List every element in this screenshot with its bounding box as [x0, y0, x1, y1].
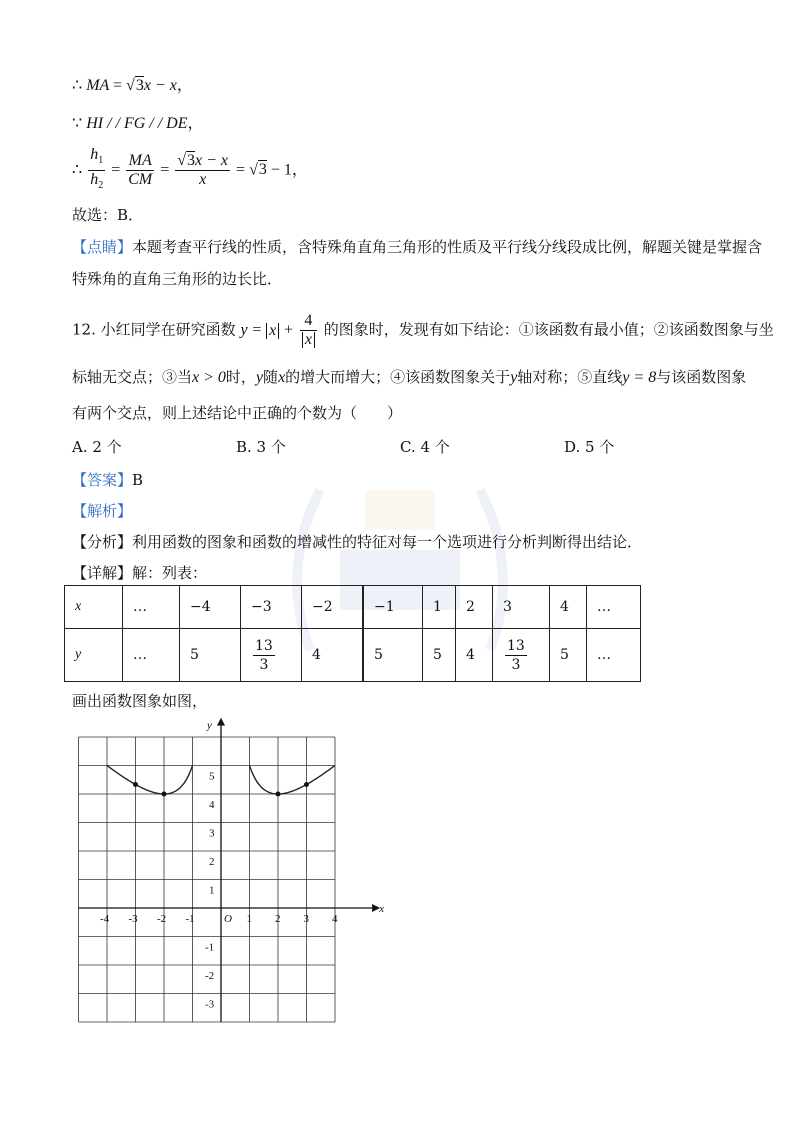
- x-tick-label: -2: [157, 913, 167, 925]
- table-cell: −2: [302, 586, 364, 629]
- q12-y: y: [255, 369, 264, 386]
- jiexi-tag: 【解析】: [72, 502, 133, 520]
- fenxi-line: [72, 531, 642, 552]
- ratio-sqrt: $\frac{√3x - x}{x}$: [177, 152, 229, 189]
- h1: h: [90, 146, 99, 163]
- data-point: [276, 792, 281, 797]
- origin-label: O: [224, 913, 232, 925]
- therefore-symbol: ∴: [72, 77, 83, 94]
- line2-tail: ，: [187, 115, 204, 132]
- result-sqrt: 3: [258, 161, 267, 179]
- data-point: [133, 782, 138, 787]
- table-cell: 5: [180, 629, 241, 682]
- table-cell: …: [587, 586, 641, 629]
- ratio-ma-cm: [126, 152, 154, 189]
- x-tick-label: 2: [275, 913, 281, 925]
- table-cell: 1: [423, 586, 456, 629]
- frac3-den: x: [199, 171, 207, 189]
- y-tick-label: 4: [209, 799, 215, 811]
- table-cell: 4: [456, 629, 493, 682]
- x-tick-label: -4: [100, 913, 110, 925]
- function-graph: [78, 719, 398, 1050]
- line1-tail: ，: [176, 77, 193, 94]
- proof-line-1: ∴ MA = √3x − x，: [72, 77, 193, 94]
- answer-line: [72, 469, 143, 490]
- table-cell: …: [587, 629, 641, 682]
- x-tick-label: 3: [303, 913, 309, 925]
- table-cell: 5: [423, 629, 456, 682]
- xiangjie-text: 解：列表：: [132, 564, 208, 582]
- xiangjie-tag: 【详解】: [72, 564, 133, 582]
- proof-line-2: [72, 110, 204, 133]
- q12-cond: x > 0: [192, 369, 226, 386]
- proof-line-3: ∴ $\frac{h_1}{h_2}$ = $\frac{MA}{CM}$ = $\frac{√3x - x}{x}$ = √3 − 1，: [72, 146, 308, 195]
- data-point: [304, 782, 309, 787]
- table-cell: −4: [180, 586, 241, 629]
- line1-sqrt: 3: [135, 77, 144, 94]
- option-a: A. 2 个: [72, 438, 122, 456]
- dianjing-tag: 【点睛】: [72, 238, 133, 256]
- frac-13-3: $\frac{13}{3}$: [507, 637, 525, 673]
- q12-line-2: [72, 366, 746, 387]
- table-cell: −1: [363, 586, 423, 629]
- table-cell: 2: [456, 586, 493, 629]
- q12-x: x: [278, 369, 286, 386]
- q12-l2a: 标轴无交点；③当: [72, 368, 193, 386]
- q12-yaxis: y: [510, 369, 518, 386]
- dianjing-line-2: 特殊角的直角三角形的边长比．: [72, 270, 283, 288]
- answer-choice: 故选：B．: [72, 206, 144, 224]
- option-b: B. 3 个: [236, 438, 286, 456]
- draw-caption: 画出函数图象如图，: [72, 692, 208, 710]
- ma: MA: [126, 152, 154, 171]
- h1-sub: 1: [98, 155, 104, 167]
- q12-line-3: 有两个交点，则上述结论中正确的个数为（ ）: [72, 404, 403, 422]
- therefore-symbol-2: ∴: [72, 161, 83, 179]
- line1-rest: x − x: [143, 77, 177, 94]
- because-symbol: ∵: [72, 115, 83, 132]
- h2-sub: 2: [98, 180, 104, 192]
- ratio-h: [88, 146, 105, 195]
- dianjing-line-1: [72, 236, 762, 257]
- y-tick-label: 2: [209, 856, 215, 868]
- x-tick-label: 1: [246, 913, 252, 925]
- xiangjie-line: [72, 562, 207, 583]
- y-tick-label: 1: [209, 884, 215, 897]
- frac3-rest: x − x: [195, 152, 229, 170]
- table-cell: …: [123, 629, 180, 682]
- q12-l2b: 时，: [225, 368, 256, 386]
- x-axis-label: x: [379, 903, 385, 915]
- line1-lhs: MA: [86, 77, 109, 94]
- fenxi-text: 利用函数的图象和函数的增减性的特征对每一个选项进行分析判断得出结论．: [132, 533, 643, 551]
- answer-tag: 【答案】: [72, 471, 133, 489]
- option-d: D. 5 个: [564, 438, 615, 456]
- y-axis-arrow: [217, 718, 225, 726]
- y-tick-label: 3: [209, 827, 215, 840]
- func-y: y: [240, 321, 248, 339]
- q12-l2d: 的增大而增大；④该函数图象关于: [285, 368, 511, 386]
- q12-after: 的图象时，发现有如下结论：①该函数有最小值；②该函数图象与坐: [323, 320, 774, 339]
- y-tick-label: -3: [205, 998, 215, 1011]
- h2: h: [90, 171, 99, 189]
- x-tick-label: 4: [332, 913, 338, 925]
- q12-intro: 小红同学在研究函数: [100, 320, 236, 339]
- q12-line-eq: y = 8: [622, 369, 657, 386]
- result-rest: − 1: [270, 161, 292, 179]
- y-axis-label: y: [207, 719, 212, 732]
- answer-value: B: [132, 471, 144, 489]
- cm: CM: [128, 171, 153, 189]
- table-cell: 4: [302, 629, 364, 682]
- frac3-sqrt: 3: [187, 152, 196, 170]
- table-cell: −3: [241, 586, 302, 629]
- line3-tail: ，: [291, 161, 308, 179]
- table-row-x: [65, 586, 641, 629]
- line1-eq: =: [113, 77, 123, 94]
- y-tick-label: -2: [205, 970, 215, 982]
- data-point: [162, 792, 167, 797]
- func-eq: =: [252, 321, 262, 339]
- table-header-y: y: [65, 629, 123, 682]
- q12-l2f: 与该函数图象: [656, 368, 747, 386]
- func-abs: x: [266, 323, 279, 339]
- table-cell-frac: [241, 629, 302, 682]
- curve-right-branch: [250, 766, 336, 795]
- table-cell: 5: [550, 629, 587, 682]
- table-cell-frac: [493, 629, 550, 682]
- table-cell: …: [123, 586, 180, 629]
- line2-text: HI / / FG / / DE: [86, 115, 188, 132]
- func-frac: [300, 312, 317, 349]
- table-row-y: [65, 629, 641, 682]
- x-tick-label: -1: [185, 913, 195, 925]
- q12-l2e: 轴对称；⑤直线: [517, 368, 623, 386]
- table-cell: 4: [550, 586, 587, 629]
- table-cell: 3: [493, 586, 550, 629]
- y-tick-label: 5: [209, 770, 215, 783]
- value-table: [64, 585, 641, 682]
- fenxi-tag: 【分析】: [72, 533, 133, 551]
- func-plus: +: [284, 321, 294, 339]
- q12-number: 12.: [72, 320, 96, 339]
- q12-l2c: 随: [263, 368, 279, 386]
- func-frac-den: x: [302, 332, 315, 348]
- y-tick-label: -1: [205, 941, 215, 954]
- x-tick-label: -3: [128, 913, 138, 925]
- frac-13-3: $\frac{13}{3}$: [255, 637, 273, 673]
- q12-line-1: [72, 312, 774, 349]
- table-header-x: x: [65, 586, 123, 629]
- table-cell: 5: [363, 629, 423, 682]
- option-c: C. 4 个: [400, 438, 450, 456]
- curve-left-branch: [107, 766, 193, 795]
- func-frac-num: 4: [300, 312, 317, 331]
- dianjing-text1: 本题考查平行线的性质，含特殊角直角三角形的性质及平行线分线段成比例，解题关键是掌握含: [132, 238, 763, 256]
